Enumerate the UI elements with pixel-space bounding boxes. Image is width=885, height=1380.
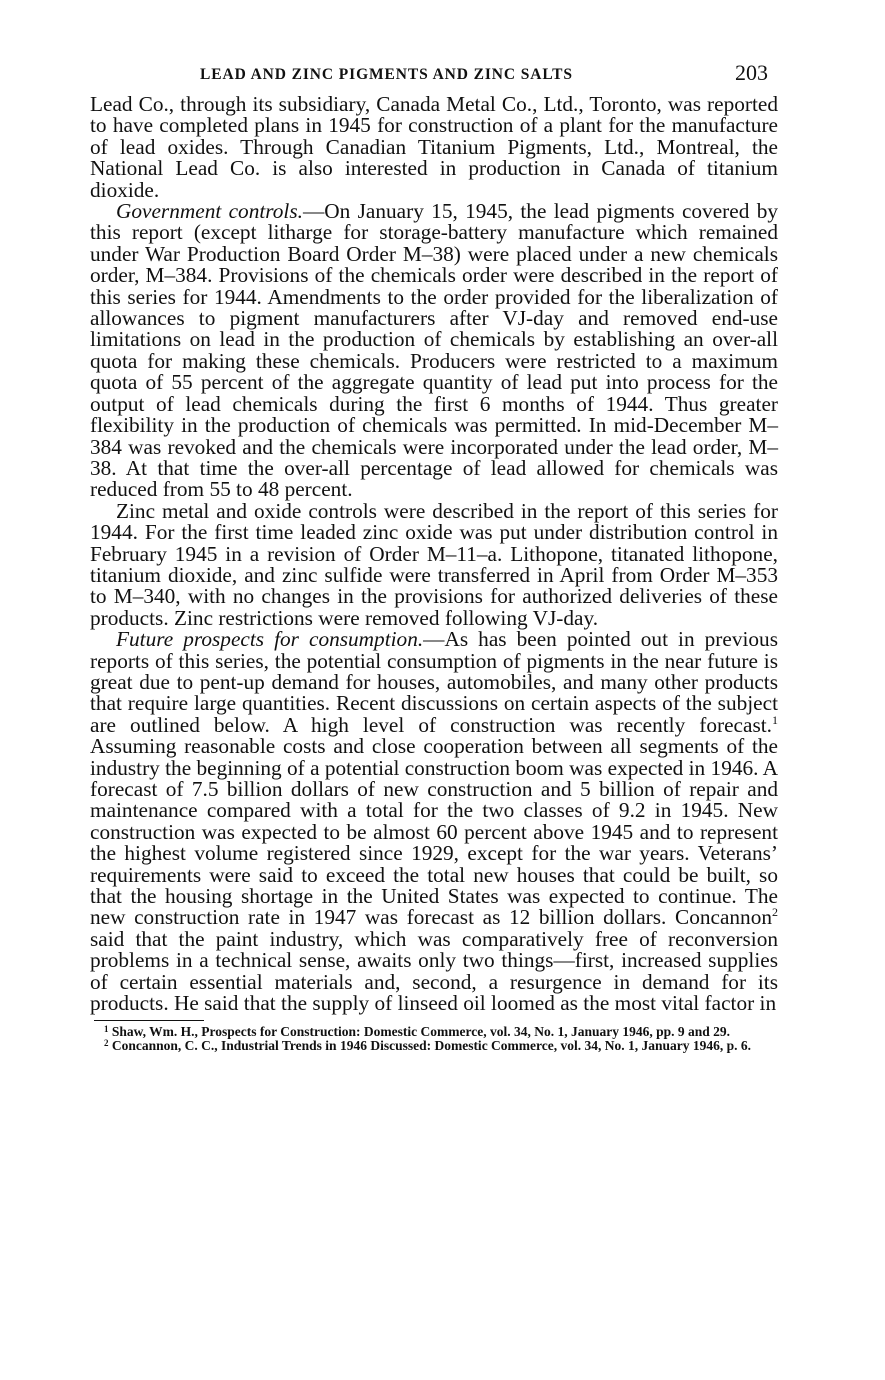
- paragraph-text: said that the paint industry, which was comparatively free of reconversion problems in a technical sense, awaits only two things—first, increased supplies of certain essential materials and, second, a resurgence in demand for its products. He said that the supply of linseed oil loomed as the most vital factor in: [90, 926, 778, 1016]
- footnote-divider: [94, 1020, 204, 1021]
- running-title: LEAD AND ZINC PIGMENTS AND ZINC SALTS: [200, 66, 573, 83]
- section-run-in-heading: Future prospects for consumption.: [116, 627, 424, 652]
- page-number: 203: [735, 60, 768, 85]
- footnote-text: Shaw, Wm. H., Prospects for Construction: Domestic Commerce, vol. 34, No. 1, January 1946, pp. 9 and 29.: [108, 1024, 730, 1040]
- paragraph-text: Assuming reasonable costs and close cooperation between all segments of the industry the beginning of a potential construction boom was expected in 1946. A forecast of 7.5 billion dollars of new construction and 5 billion of repair and maintenance compared with a total for the two classes of 9.2 in 1945. New construction was expected to be almost 60 percent above 1945 and to represent the highest volume registered since 1929, except for the war years. Veterans’ requirements were said to exceed the total new houses that could be built, so that the housing shortage in the United States was expected to continue. The new construction rate in 1947 was forecast as 12 billion dollars. Concannon: [90, 734, 778, 930]
- running-header: [90, 60, 778, 94]
- document-page: [90, 60, 778, 1053]
- section-run-in-heading: Government controls.: [116, 199, 303, 224]
- paragraph-text: Lead Co., through its subsidiary, Canada Metal Co., Ltd., Toronto, was reported to have completed plans in 1945 for construction of a plant for the manufacture of lead oxides. Through Canadian Titanium Pigments, Ltd., Montreal, the National Lead Co. is also interested in production in Canada of titanium dioxide.: [90, 92, 778, 202]
- footnote-mark: 2: [104, 1038, 109, 1049]
- paragraph-zinc-controls: [90, 498, 778, 630]
- paragraph-text: Zinc metal and oxide controls were described in the report of this series for 1944. For the first time leaded zinc oxide was put under distribution control in February 1945 in a revision of Order M–11–a. Lithopone, titanated lithopone, titanium dioxide, and zinc sulfide were transferred in April from Order M–353 to M–340, with no changes in the provisions for authorized deliveries of these products. Zinc restrictions were removed following VJ-day.: [90, 498, 778, 630]
- paragraph-text: —On January 15, 1945, the lead pigments covered by this report (except litharge for storage-battery manufacture which remained under War Production Board Order M–38) were placed under a new chemicals order, M–384. Provisions of the chemicals order were described in the report of this series for 1944. Amendments to the order provided for the liberalization of allowances to pigment manufacturers after VJ-day and removed end-use limitations on lead in the production of chemicals by establishing an over-all quota for making these chemicals. Producers were restricted to a maximum quota of 55 percent of the aggregate quantity of lead put into process for the output of lead chemicals during the first 6 months of 1944. Thus greater flexibility in the production of chemicals was permitted. In mid-December M–384 was revoked and the chemicals were incorporated under the lead order, M–38. At that time the over-all percentage of lead allowed for chemicals was reduced from 55 to 48 percent.: [90, 199, 778, 502]
- footnote: [90, 1025, 778, 1039]
- footnote-text: Concannon, C. C., Industrial Trends in 1946 Discussed: Domestic Commerce, vol. 34, No. 1, January 1946, p. 6.: [108, 1038, 752, 1054]
- footnote-mark: 1: [104, 1024, 109, 1035]
- paragraph-text: —As has been pointed out in previous reports of this series, the potential consumption of pigments in the near future is great due to pent-up demand for houses, automobiles, and many other products that require large quantities. Recent discussions on certain aspects of the subject are outlined below. A high level of construction was recently forecast.: [90, 627, 778, 737]
- footnote-reference[interactable]: 2: [772, 905, 778, 920]
- paragraph-government-controls: [90, 201, 778, 501]
- footnote-reference[interactable]: 1: [772, 712, 778, 727]
- paragraph-continuation: [90, 94, 778, 201]
- body-text: [90, 94, 778, 1014]
- footnotes: [90, 1025, 778, 1053]
- footnote: [90, 1039, 778, 1053]
- paragraph-future-prospects: [90, 629, 778, 1014]
